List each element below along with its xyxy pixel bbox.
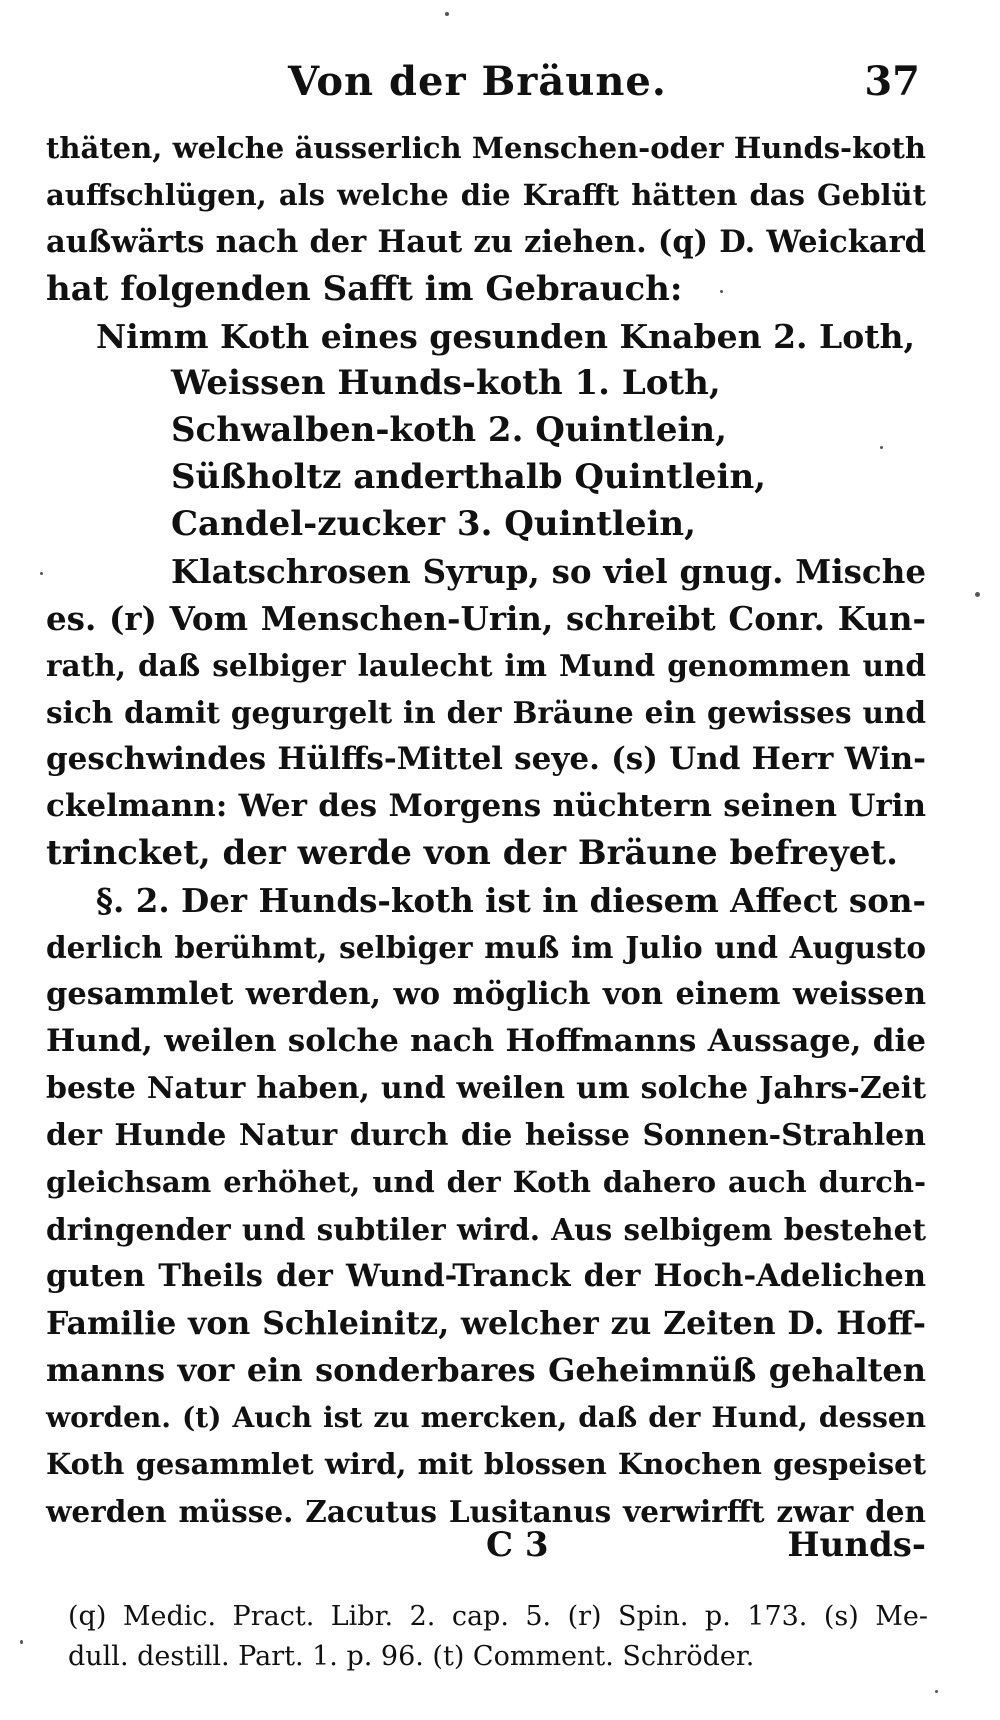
footnote-line: (q) Medic. Pract. Libr. 2. cap. 5. (r) Spin. p. 173. (s) Me- xyxy=(68,1601,928,1632)
paragraph-start-line: §. 2. Der Hunds-koth ist in diesem Affect son- xyxy=(96,881,926,920)
text-line: außwärts nach der Haut zu ziehen. (q) D. Weickard xyxy=(46,224,926,260)
text-line: Hund, weilen solche nach Hoffmanns Aussage, die xyxy=(46,1023,926,1059)
catchword: Hunds- xyxy=(787,1525,926,1565)
text-line: auffschlügen, als welche die Krafft hätten das Geblüt xyxy=(46,178,926,212)
page-header xyxy=(48,58,928,118)
text-line: Familie von Schleinitz, welcher zu Zeiten D. Hoff- xyxy=(46,1305,926,1342)
print-speck xyxy=(720,290,723,293)
text-line: geschwindes Hülffs-Mittel seye. (s) Und Herr Win- xyxy=(46,741,926,777)
page-number: 37 xyxy=(864,58,920,105)
text-line: gesammlet werden, wo möglich von einem weissen xyxy=(46,976,926,1012)
text-line: derlich berühmt, selbiger muß im Julio und Augusto xyxy=(46,930,926,965)
print-speck xyxy=(935,1690,938,1693)
print-speck xyxy=(40,572,43,575)
running-head: Von der Bräune. xyxy=(288,58,667,105)
recipe-line: Candel-zucker 3. Quintlein, xyxy=(171,504,696,544)
text-line: gleichsam erhöhet, und der Koth dahero auch durch- xyxy=(46,1165,926,1199)
text-line: thäten, welche äusserlich Menschen-oder Hunds-koth xyxy=(46,131,926,165)
text-line: beste Natur haben, und weilen um solche Jahrs-Zeit xyxy=(46,1071,926,1106)
print-speck xyxy=(975,592,980,597)
recipe-line: Schwalben-koth 2. Quintlein, xyxy=(171,410,727,450)
text-line: rath, daß selbiger laulecht im Mund genommen und xyxy=(46,648,926,683)
recipe-line: Nimm Koth eines gesunden Knaben 2. Loth, xyxy=(96,317,915,356)
print-speck xyxy=(880,446,883,449)
text-line: guten Theils der Wund-Tranck der Hoch-Adelichen xyxy=(46,1258,926,1294)
body-text xyxy=(46,125,926,1535)
footnote-line: dull. destill. Part. 1. p. 96. (t) Comment. Schröder. xyxy=(68,1641,755,1672)
text-line: ckelmann: Wer des Morgens nüchtern seinen Urin xyxy=(46,788,926,824)
recipe-line: Weissen Hunds-koth 1. Loth, xyxy=(171,363,721,403)
text-line: Koth gesammlet wird, mit blossen Knochen gespeiset xyxy=(46,1447,926,1481)
catchline xyxy=(46,1525,926,1575)
text-line: trincket, der werde von der Bräune befreyet. xyxy=(46,833,898,873)
print-speck xyxy=(20,1640,23,1644)
text-line: sich damit gegurgelt in der Bräune ein gewisses und xyxy=(46,695,926,730)
text-line: es. (r) Vom Menschen-Urin, schreibt Conr. Kun- xyxy=(46,599,926,638)
signature-mark: C 3 xyxy=(486,1525,549,1565)
recipe-line: Klatschrosen Syrup, so viel gnug. Mische xyxy=(171,552,926,591)
print-speck xyxy=(445,12,449,16)
text-line: der Hunde Natur durch die heisse Sonnen-Strahlen xyxy=(46,1118,926,1153)
text-line: manns vor ein sonderbares Geheimnüß gehalten xyxy=(46,1351,926,1389)
text-line: hat folgenden Safft im Gebrauch: xyxy=(46,269,683,309)
text-line: dringender und subtiler wird. Aus selbigem bestehet xyxy=(46,1212,926,1247)
text-line: werden müsse. Zacutus Lusitanus verwirfft zwar den xyxy=(46,1494,926,1529)
text-line: worden. (t) Auch ist zu mercken, daß der Hund, dessen xyxy=(46,1401,926,1434)
footnotes xyxy=(68,1597,928,1677)
recipe-line: Süßholtz anderthalb Quintlein, xyxy=(171,457,767,497)
